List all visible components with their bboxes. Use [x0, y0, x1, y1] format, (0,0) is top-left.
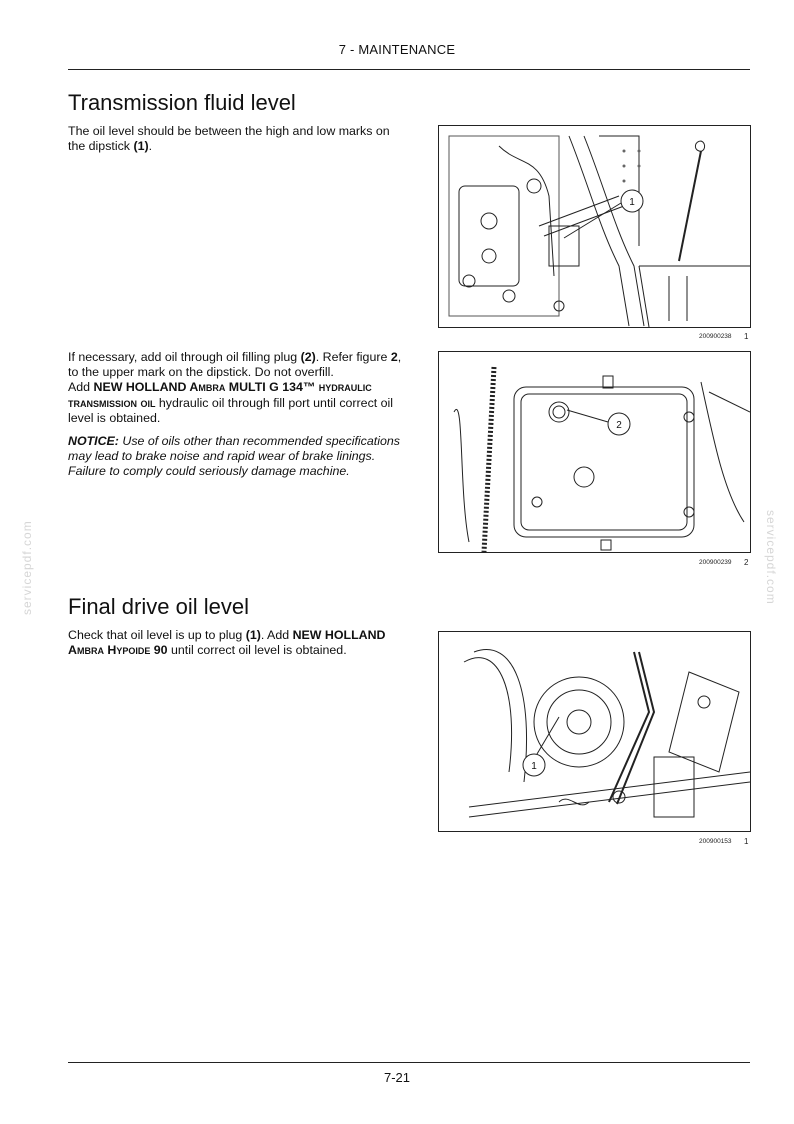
callout-1: 1 — [531, 761, 537, 772]
transmission-paragraph-2 — [68, 350, 410, 486]
ref-2: (2) — [300, 350, 316, 364]
text: hydraulic oil through fill port until correct oil level is obtained. — [68, 395, 394, 425]
notice-text: Use of oils other than recommended specifications may lead to brake noise and rapid wear of brake linings. Failure to comply could seriously damage machine. — [68, 434, 400, 479]
text: until correct oil level is obtained. — [167, 643, 347, 658]
footer-rule — [68, 1062, 750, 1063]
text: Check that oil level is up to plug — [68, 628, 246, 642]
text: The oil level should be between the high and low marks on the dipstick — [68, 124, 390, 154]
product-name: NEW HOLLAND Ambra MULTI G 134™ hydraulic transmission oil — [68, 380, 372, 410]
fill-plug-illustration — [439, 352, 750, 552]
figure-code: 200900239 — [699, 559, 732, 566]
text: . Refer figure — [315, 350, 391, 364]
figure-code: 200900153 — [699, 838, 732, 845]
figure-code: 200900238 — [699, 333, 732, 340]
ref-1: (1) — [245, 628, 261, 642]
page-number: 7-21 — [383, 1070, 411, 1085]
watermark-left: servicepdf.com — [20, 520, 34, 615]
figure-fill-plug — [438, 351, 751, 553]
figure-number: 1 — [744, 837, 749, 846]
running-header: 7 - MAINTENANCE — [338, 42, 456, 57]
transmission-paragraph-1 — [68, 124, 410, 160]
text: , to the upper mark on the dipstick. Do not overfill. — [68, 350, 402, 380]
notice — [68, 434, 410, 480]
text: Add — [68, 380, 94, 395]
notice-label: NOTICE: — [68, 434, 119, 449]
header-rule — [68, 69, 750, 70]
ref-1: (1) — [133, 139, 149, 154]
final-drive-illustration — [439, 632, 750, 831]
text: If necessary, add oil through oil filling plug — [68, 350, 301, 364]
callout-2: 2 — [616, 420, 622, 431]
watermark-right: servicepdf.com — [764, 510, 778, 605]
figure-number: 1 — [744, 332, 749, 341]
callout-1: 1 — [629, 197, 635, 208]
figure-ref: 2 — [390, 350, 398, 364]
text: . Add — [260, 628, 293, 642]
product-name: NEW HOLLAND Ambra Hypoide 90 — [68, 628, 386, 658]
figure-number: 2 — [744, 558, 749, 567]
section-title-final-drive: Final drive oil level — [68, 594, 249, 619]
section-title-transmission: Transmission fluid level — [68, 90, 296, 115]
figure-dipstick — [438, 125, 751, 328]
text: . — [148, 139, 153, 154]
dipstick-illustration — [439, 126, 750, 327]
final-drive-paragraph — [68, 628, 410, 664]
figure-final-drive — [438, 631, 751, 832]
